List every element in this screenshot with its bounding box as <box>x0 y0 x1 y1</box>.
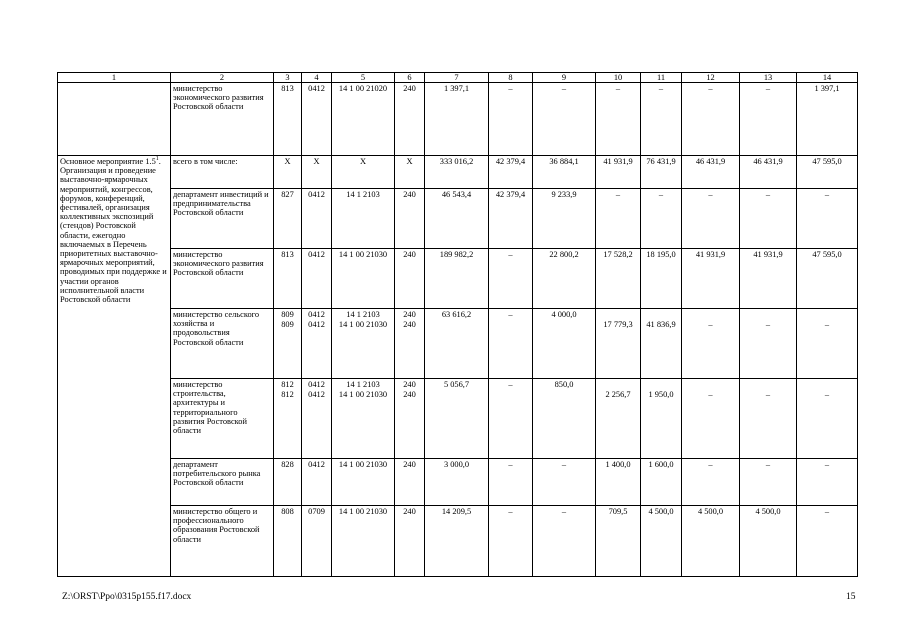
amount-value: – <box>708 320 713 329</box>
expense-type-cell-line: Х <box>406 157 413 166</box>
amount-cell <box>797 379 858 459</box>
column-header: 1 <box>58 73 171 83</box>
target-article-cell-line: 14 1 2103 <box>346 310 380 319</box>
section-code-cell-line: 0412 <box>308 310 325 319</box>
amount-cell <box>641 309 682 379</box>
table-row <box>58 506 858 577</box>
amount-cell <box>425 83 489 156</box>
main-measure-cell <box>58 156 171 577</box>
amount-value: 1 600,0 <box>648 460 674 469</box>
expense-type-cell <box>395 156 425 189</box>
table-row <box>58 459 858 506</box>
amount-cell <box>596 83 641 156</box>
section-code-cell-line: 0412 <box>308 380 325 389</box>
amount-cell <box>682 249 740 309</box>
amount-cell <box>682 379 740 459</box>
amount-cell <box>533 309 596 379</box>
amount-value: – <box>508 460 513 469</box>
expense-type-cell <box>395 249 425 309</box>
amount-value: 850,0 <box>554 380 574 389</box>
amount-value: 76 431,9 <box>646 157 676 166</box>
amount-cell <box>533 379 596 459</box>
amount-cell <box>682 459 740 506</box>
section-code-cell <box>302 249 332 309</box>
section-code-cell-line: 0412 <box>308 250 325 259</box>
expense-type-cell-line: 240 <box>403 250 416 259</box>
gr-code-cell <box>274 189 302 249</box>
target-article-cell-line: 14 1 2103 <box>346 380 380 389</box>
section-code-cell <box>302 156 332 189</box>
target-article-cell-line: 14 1 00 21030 <box>338 507 388 516</box>
executor-cell: всего в том числе: <box>171 156 274 189</box>
amount-value: – <box>615 190 621 199</box>
target-article-cell-line: 14 1 2103 <box>346 190 380 199</box>
amount-value: 1 397,1 <box>443 84 470 93</box>
amount-value: – <box>765 190 771 199</box>
amount-cell <box>489 249 533 309</box>
amount-value: – <box>561 84 567 93</box>
amount-cell <box>489 189 533 249</box>
column-header: 7 <box>425 73 489 83</box>
amount-cell <box>489 506 533 577</box>
gr-code-cell-line: 813 <box>281 84 294 93</box>
amount-value: 46 431,9 <box>753 157 783 166</box>
target-article-cell <box>332 189 395 249</box>
amount-cell <box>682 309 740 379</box>
section-code-cell-line: Х <box>313 157 320 166</box>
amount-value: – <box>824 320 830 329</box>
target-article-cell <box>332 506 395 577</box>
expense-type-cell-line: 240 <box>403 380 416 389</box>
amount-cell <box>596 249 641 309</box>
amount-cell <box>533 459 596 506</box>
gr-code-cell <box>274 506 302 577</box>
section-code-cell-line: 0412 <box>308 460 325 469</box>
measure-title: Основное мероприятие 1.5 <box>60 157 156 166</box>
expense-type-cell <box>395 379 425 459</box>
amount-cell <box>797 189 858 249</box>
amount-cell <box>596 309 641 379</box>
amount-value: – <box>508 250 513 259</box>
amount-cell <box>682 83 740 156</box>
amount-cell <box>533 506 596 577</box>
amount-value: 1 397,1 <box>814 84 840 93</box>
measure-description: . Организация и проведение выставочно-ярмарочных мероприятий, конгрессов, форумов, конференций, фестивалей, организация коллективных экспозиций (стендов) Ростовской области, ежегодно включаемых в Перечень приоритетных выставочно-ярмарочных мероприятий, проводимых при поддержке и участии органов исполнительной власти Ростовской области <box>60 157 167 305</box>
amount-value: 42 379,4 <box>495 157 526 166</box>
gr-code-cell <box>274 379 302 459</box>
amount-cell <box>740 83 797 156</box>
column-header: 5 <box>332 73 395 83</box>
target-article-cell-line: 14 1 00 21030 <box>338 250 388 259</box>
target-article-cell <box>332 379 395 459</box>
amount-cell <box>425 459 489 506</box>
section-code-cell <box>302 189 332 249</box>
amount-value: 4 000,0 <box>551 310 577 319</box>
amount-value: 9 233,9 <box>551 190 577 199</box>
amount-cell <box>425 309 489 379</box>
executor-cell: министерство экономического развития Ростовской области <box>171 249 274 309</box>
target-article-cell-line: Х <box>359 157 367 166</box>
column-header: 11 <box>641 73 682 83</box>
amount-value: 46 431,9 <box>695 157 726 166</box>
amount-cell <box>489 459 533 506</box>
amount-value: 1 950,0 <box>648 390 674 399</box>
amount-cell <box>740 156 797 189</box>
table-row <box>58 156 858 189</box>
amount-value: – <box>824 460 830 469</box>
amount-value: – <box>561 460 567 469</box>
executor-cell: департамент инвестиций и предпринимательства Ростовской области <box>171 189 274 249</box>
amount-cell <box>533 83 596 156</box>
amount-cell <box>797 83 858 156</box>
amount-cell <box>533 189 596 249</box>
amount-cell <box>425 506 489 577</box>
column-header: 13 <box>740 73 797 83</box>
amount-value: – <box>708 84 713 93</box>
amount-cell <box>425 156 489 189</box>
amount-cell <box>797 506 858 577</box>
amount-value: – <box>765 460 771 469</box>
expense-type-cell-line: 240 <box>403 84 416 93</box>
amount-value: – <box>658 190 664 199</box>
gr-code-cell <box>274 83 302 156</box>
executor-cell: министерство строительства, архитектуры и территориального развития Ростовской области <box>171 379 274 459</box>
measure-superscript: 1 <box>155 156 159 163</box>
amount-value: – <box>708 390 713 399</box>
amount-value: 1 400,0 <box>605 460 631 469</box>
target-article-cell <box>332 309 395 379</box>
amount-cell <box>641 156 682 189</box>
amount-value: 47 595,0 <box>812 250 842 259</box>
gr-code-cell-line: 809 <box>281 310 294 319</box>
executor-cell: министерство экономического развития Ростовской области <box>171 83 274 156</box>
amount-value: – <box>824 390 830 399</box>
column-header: 4 <box>302 73 332 83</box>
gr-code-cell-line: 812 <box>281 390 294 400</box>
expense-type-cell-line: 240 <box>403 390 416 400</box>
amount-cell <box>740 506 797 577</box>
target-article-cell <box>332 459 395 506</box>
amount-value: – <box>615 84 621 93</box>
table-row <box>58 309 858 379</box>
column-header: 6 <box>395 73 425 83</box>
expense-type-cell <box>395 189 425 249</box>
amount-value: 5 056,7 <box>443 380 470 389</box>
expense-type-cell <box>395 459 425 506</box>
target-article-cell <box>332 83 395 156</box>
budget-table <box>57 72 858 577</box>
amount-cell <box>596 379 641 459</box>
column-header: 3 <box>274 73 302 83</box>
amount-value: 36 884,1 <box>549 157 579 166</box>
table-row <box>58 83 858 156</box>
amount-cell <box>797 459 858 506</box>
amount-value: 42 379,4 <box>495 190 526 199</box>
gr-code-cell-line: 828 <box>281 460 294 469</box>
gr-code-cell <box>274 249 302 309</box>
amount-value: 17 528,2 <box>603 250 633 259</box>
section-code-cell <box>302 309 332 379</box>
expense-type-cell-line: 240 <box>403 310 416 319</box>
amount-value: 63 616,2 <box>441 310 472 319</box>
amount-cell <box>641 249 682 309</box>
gr-code-cell <box>274 459 302 506</box>
amount-value: 41 836,9 <box>646 320 676 329</box>
amount-value: – <box>765 320 771 329</box>
section-code-cell <box>302 83 332 156</box>
amount-value: 4 500,0 <box>755 507 781 516</box>
amount-value: 41 931,9 <box>695 250 726 259</box>
amount-cell <box>596 506 641 577</box>
measure-name-cell <box>58 83 171 156</box>
amount-value: 46 543,4 <box>441 190 472 199</box>
gr-code-cell <box>274 156 302 189</box>
amount-cell <box>489 379 533 459</box>
amount-cell <box>533 156 596 189</box>
amount-cell <box>596 156 641 189</box>
amount-value: 3 000,0 <box>443 460 470 469</box>
amount-cell <box>641 379 682 459</box>
expense-type-cell-line: 240 <box>403 320 416 330</box>
amount-value: – <box>658 84 664 93</box>
section-code-cell <box>302 506 332 577</box>
amount-cell <box>641 459 682 506</box>
gr-code-cell-line: 827 <box>281 190 294 199</box>
amount-cell <box>682 506 740 577</box>
amount-value: 22 800,2 <box>549 250 579 259</box>
amount-value: 333 016,2 <box>439 157 474 166</box>
amount-value: 14 209,5 <box>441 507 472 516</box>
amount-cell <box>489 83 533 156</box>
amount-cell <box>797 249 858 309</box>
amount-value: – <box>708 190 713 199</box>
amount-value: – <box>824 190 830 199</box>
amount-cell <box>425 189 489 249</box>
target-article-cell-line: 14 1 00 21020 <box>338 84 388 93</box>
amount-cell <box>596 459 641 506</box>
section-code-cell-line: 0412 <box>308 320 325 330</box>
table-header-row <box>58 73 858 83</box>
amount-cell <box>740 309 797 379</box>
expense-type-cell-line: 240 <box>403 507 416 516</box>
target-article-cell <box>332 156 395 189</box>
table-row <box>58 249 858 309</box>
footer-file-path: Z:\ORST\Ppo\0315p155.f17.docx <box>62 592 192 602</box>
target-article-cell-line: 14 1 00 21030 <box>338 460 388 469</box>
expense-type-cell-line: 240 <box>403 460 416 469</box>
column-header: 8 <box>489 73 533 83</box>
amount-value: 189 982,2 <box>439 250 474 259</box>
gr-code-cell-line: 809 <box>281 320 294 330</box>
column-header: 10 <box>596 73 641 83</box>
amount-cell <box>797 309 858 379</box>
column-header: 12 <box>682 73 740 83</box>
target-article-cell-line: 14 1 00 21030 <box>338 320 388 330</box>
gr-code-cell-line: 812 <box>281 380 294 389</box>
amount-value: 2 256,7 <box>605 390 631 399</box>
amount-value: – <box>508 380 513 389</box>
amount-cell <box>797 156 858 189</box>
amount-value: 709,5 <box>608 507 628 516</box>
amount-value: – <box>561 507 567 516</box>
gr-code-cell-line: Х <box>284 157 291 166</box>
target-article-cell <box>332 249 395 309</box>
amount-cell <box>641 189 682 249</box>
column-header: 14 <box>797 73 858 83</box>
executor-cell: министерство сельского хозяйства и продовольствия Ростовской области <box>171 309 274 379</box>
section-code-cell <box>302 379 332 459</box>
amount-value: – <box>824 507 830 516</box>
amount-cell <box>641 506 682 577</box>
expense-type-cell <box>395 309 425 379</box>
amount-cell <box>425 379 489 459</box>
table-row <box>58 189 858 249</box>
amount-value: – <box>508 507 513 516</box>
amount-cell <box>533 249 596 309</box>
amount-cell <box>489 309 533 379</box>
amount-value: – <box>508 84 513 93</box>
gr-code-cell <box>274 309 302 379</box>
table-row <box>58 379 858 459</box>
amount-cell <box>740 189 797 249</box>
amount-cell <box>641 83 682 156</box>
executor-cell: департамент потребительского рынка Ростовской области <box>171 459 274 506</box>
amount-cell <box>425 249 489 309</box>
page-number: 15 <box>846 592 856 602</box>
amount-value: – <box>765 84 771 93</box>
amount-cell <box>596 189 641 249</box>
gr-code-cell-line: 813 <box>281 250 294 259</box>
expense-type-cell <box>395 506 425 577</box>
amount-cell <box>740 249 797 309</box>
section-code-cell-line: 0412 <box>308 390 325 400</box>
amount-value: 41 931,9 <box>753 250 783 259</box>
section-code-cell <box>302 459 332 506</box>
executor-cell: министерство общего и профессионального образования Ростовской области <box>171 506 274 577</box>
amount-value: 47 595,0 <box>812 157 842 166</box>
expense-type-cell <box>395 83 425 156</box>
column-header: 2 <box>171 73 274 83</box>
expense-type-cell-line: 240 <box>403 190 416 199</box>
amount-value: 17 779,3 <box>603 320 633 329</box>
gr-code-cell-line: 808 <box>281 507 294 516</box>
column-header: 9 <box>533 73 596 83</box>
amount-value: – <box>765 390 771 399</box>
amount-cell <box>682 156 740 189</box>
amount-cell <box>489 156 533 189</box>
amount-cell <box>740 459 797 506</box>
amount-value: – <box>508 310 513 319</box>
amount-value: 41 931,9 <box>603 157 633 166</box>
amount-value: 4 500,0 <box>648 507 674 516</box>
section-code-cell-line: 0412 <box>308 190 325 199</box>
amount-value: 4 500,0 <box>697 507 724 516</box>
amount-cell <box>682 189 740 249</box>
amount-value: 18 195,0 <box>646 250 676 259</box>
section-code-cell-line: 0709 <box>308 507 325 516</box>
target-article-cell-line: 14 1 00 21030 <box>338 390 388 400</box>
amount-cell <box>740 379 797 459</box>
section-code-cell-line: 0412 <box>308 84 325 93</box>
amount-value: – <box>708 460 713 469</box>
